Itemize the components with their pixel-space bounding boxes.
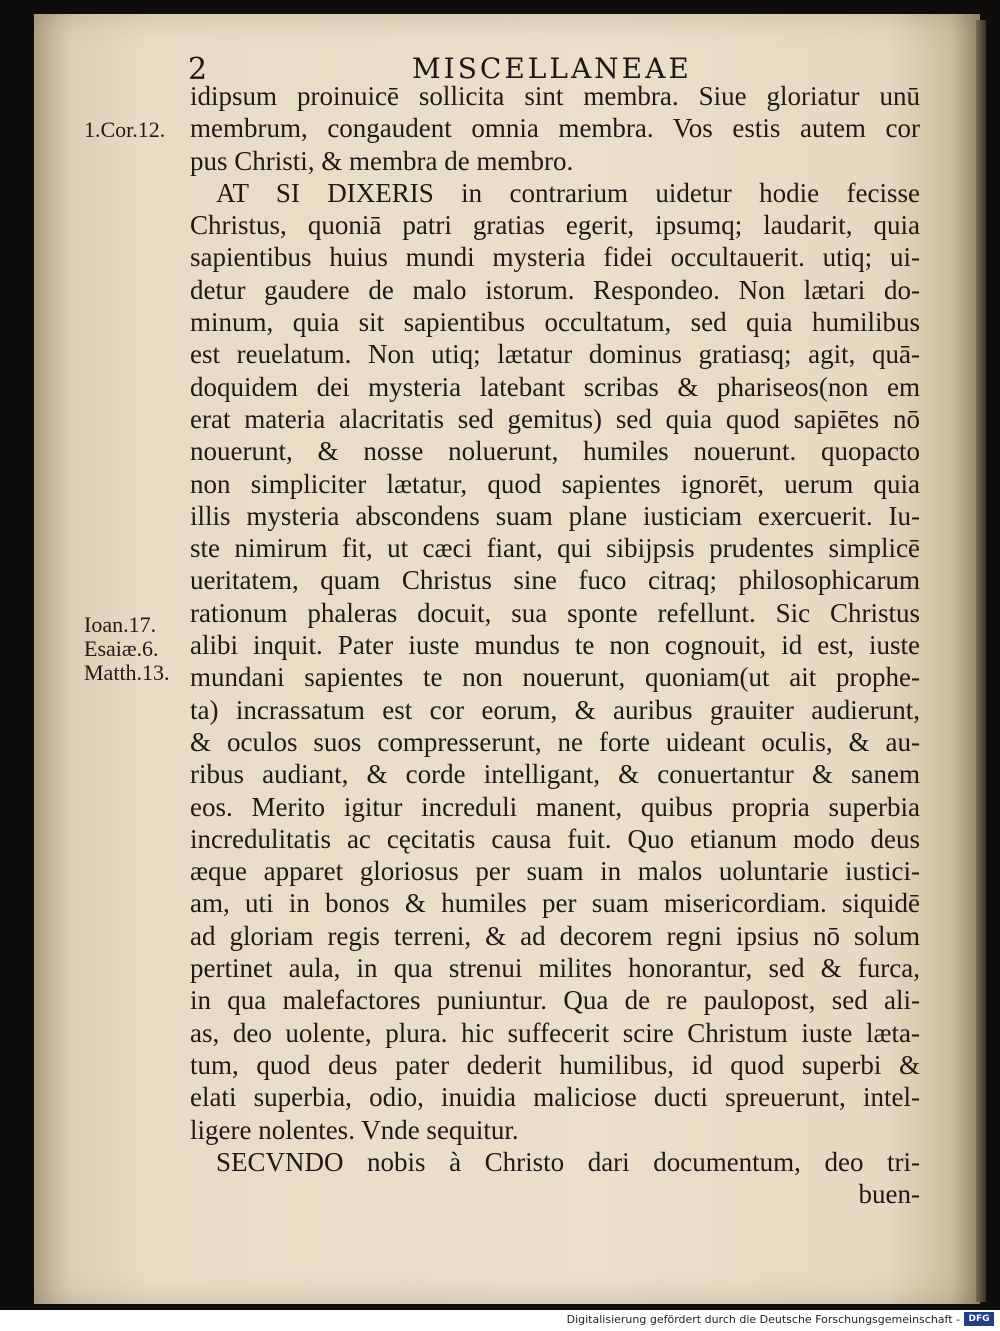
text-line: rationum phaleras docuit, sua sponte refellunt. Sic Christus [190, 597, 920, 628]
text-line: mundani sapientes te non nouerunt, quoniam(ut ait prophe- [190, 662, 920, 693]
text-line: minum, quia sit sapientibus occultatum, sed quia humilibus [190, 307, 920, 338]
text-line: nouerunt, & nosse noluerunt, humiles nouerunt. quopacto [190, 436, 920, 467]
margin-note-esaiae: Esaiæ.6. [84, 636, 159, 661]
text-line: sapientibus huius mundi mysteria fidei occultauerit. utiq; ui- [190, 242, 920, 273]
text-line: pus Christi, & membra de membro. [190, 145, 574, 176]
text-line: ta) incrassatum est cor eorum, & auribus grauiter audierunt, [190, 694, 920, 725]
text-line: SECVNDO nobis à Christo dari documentum, deo tri- [216, 1146, 920, 1177]
margin-note-ioan: Ioan.17. [84, 612, 157, 637]
text-line: eos. Merito igitur increduli manent, quibus propria superbia [190, 791, 920, 822]
text-line: AT SI DIXERIS in contrarium uidetur hodie fecisse [216, 177, 920, 208]
text-line: in qua malefactores puniuntur. Qua de re paulopost, sed ali- [190, 985, 920, 1016]
footer-credit: Digitalisierung gefördert durch die Deutsche Forschungsgemeinschaft - [566, 1313, 960, 1326]
text-line: doquidem dei mysteria latebant scribas & phariseos(non em [190, 371, 920, 402]
text-line: ste nimirum fit, ut cæci fiant, qui sibijpsis prudentes simplicē [190, 533, 920, 564]
body-text [190, 80, 920, 1210]
text-line: est reuelatum. Non utiq; lætatur dominus gratiasq; agit, quā- [190, 339, 920, 370]
margin-note-matth: Matth.13. [84, 660, 170, 685]
text-line: ligere nolentes. Vnde sequitur. [190, 1114, 519, 1145]
text-line: Christus, quoniā patri gratias egerit, ipsumq; laudarit, quia [190, 210, 920, 241]
page-number: 2 [188, 52, 208, 87]
margin-note-cor: 1.Cor.12. [84, 117, 166, 142]
text-line: as, deo uolente, plura. hic suffecerit scire Christum iuste læta- [190, 1017, 920, 1048]
text-line: idipsum proinuicē sollicita sint membra. Siue gloriatur unū [190, 81, 920, 111]
text-line: tum, quod deus pater dederit humilibus, id quod superbi & [190, 1049, 920, 1080]
text-line: detur gaudere de malo istorum. Respondeo. Non lætari do- [190, 274, 920, 305]
page-edge-shadow [976, 20, 986, 1302]
text-line: incredulitatis ac cęcitatis causa fuit. Quo etianum modo deus [190, 823, 920, 854]
text-line: non simpliciter lætatur, quod sapientes ignorēt, uerum quia [190, 468, 920, 499]
text-line: æque apparet gloriosus per suam in malos uoluntarie iustici- [190, 856, 920, 887]
text-line: pertinet aula, in qua strenui milites honorantur, sed & furca, [190, 953, 920, 984]
text-line: am, uti in bonos & humiles per suam misericordiam. siquidē [190, 888, 920, 919]
text-line: & oculos suos compresserunt, ne forte uideant oculis, & au- [190, 726, 920, 757]
text-line: ribus audiant, & corde intelligant, & conuertantur & sanem [190, 759, 920, 790]
text-line: ad gloriam regis terreni, & ad decorem regni ipsius nō solum [190, 920, 920, 951]
text-line: erat materia alacritatis sed gemitus) sed quia quod sapiētes nō [190, 403, 920, 434]
text-line: illis mysteria abscondens suam plane iusticiam exercuerit. Iu- [190, 500, 920, 531]
catchword: buen- [858, 1179, 920, 1210]
text-line: elati superbia, odio, inuidia maliciose ducti spreuerunt, intel- [190, 1082, 920, 1113]
text-line: membrum, congaudent omnia membra. Vos estis autem cor [190, 113, 920, 144]
dfg-logo-icon: DFG [964, 1312, 994, 1326]
text-line: ueritatem, quam Christus sine fuco citraq; philosophicarum [190, 565, 920, 596]
running-title: MISCELLANEAE [412, 52, 692, 85]
text-line: alibi inquit. Pater iuste mundus te non cognouit, id est, iuste [190, 630, 920, 661]
